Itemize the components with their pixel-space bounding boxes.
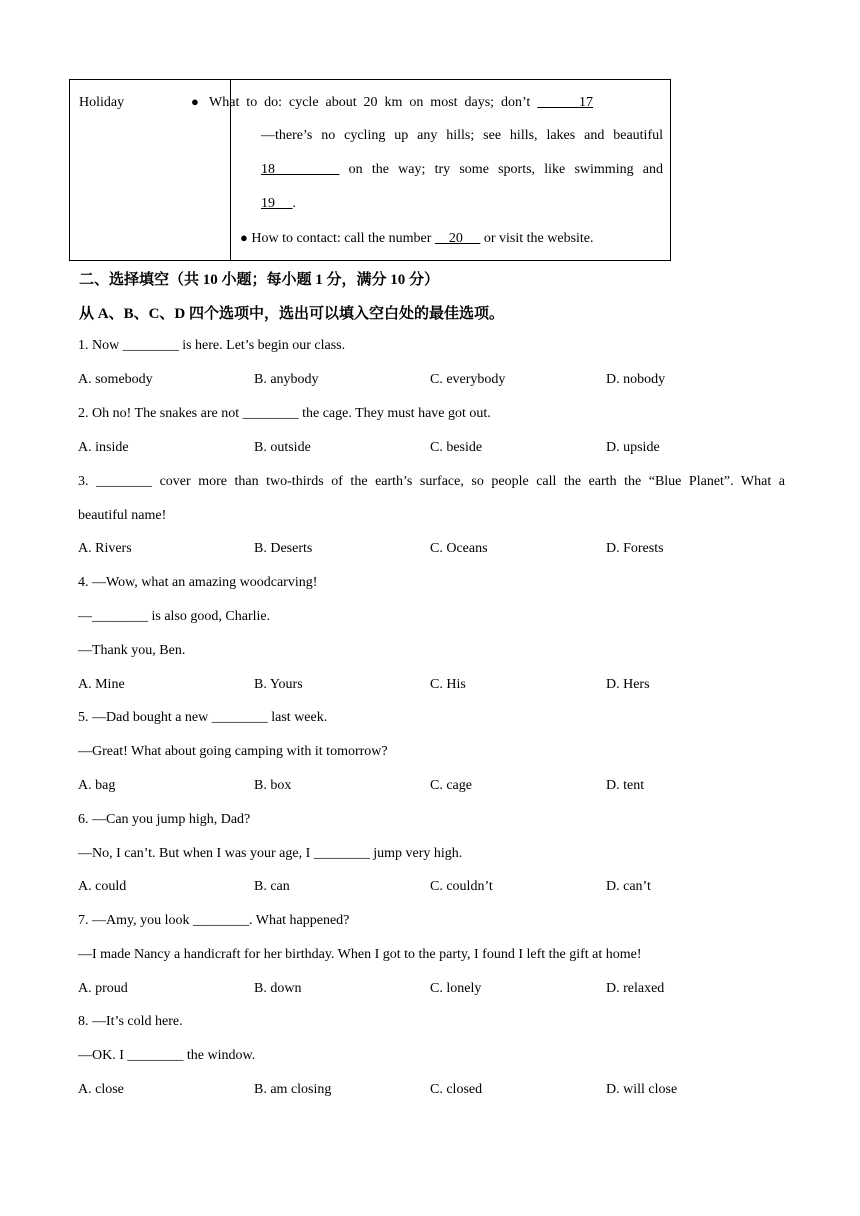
q6-option-d: D. can’t	[606, 879, 651, 894]
q2-option-a: A. inside	[78, 440, 129, 455]
q7-option-a: A. proud	[78, 981, 128, 996]
section-title: 二、选择填空（共 10 小题；每小题 1 分，满分 10 分）	[79, 272, 440, 288]
blank-20: 20	[434, 231, 481, 246]
q5-option-b: B. box	[254, 778, 292, 793]
what-to-do-line-1	[191, 94, 593, 111]
q1-option-a: A. somebody	[78, 372, 153, 387]
question-1: 1. Now ________ is here. Let’s begin our class.	[78, 338, 346, 353]
q2-option-b: B. outside	[254, 440, 311, 455]
q4-option-c: C. His	[430, 677, 466, 692]
question-8: 8. —It’s cold here.	[78, 1014, 183, 1029]
q7-option-d: D. relaxed	[606, 981, 665, 996]
q5-option-d: D. tent	[606, 778, 645, 793]
what-to-do-line-2	[261, 128, 663, 144]
q4-option-d: D. Hers	[606, 677, 650, 692]
what-to-do-line-4	[261, 196, 663, 212]
q6-option-c: C. couldn’t	[430, 879, 493, 894]
question-4: 4. —Wow, what an amazing woodcarving!	[78, 575, 318, 590]
blank-19: 19	[261, 196, 293, 211]
q5-option-c: C. cage	[430, 778, 472, 793]
line4-end: .	[292, 196, 296, 211]
question-8-line-2: —OK. I ________ the window.	[78, 1048, 256, 1063]
bullet-icon: ●	[240, 230, 248, 245]
question-5-line-2: —Great! What about going camping with it tomorrow?	[78, 744, 388, 759]
q4-option-a: A. Mine	[78, 677, 125, 692]
blank-17: 17	[537, 95, 594, 110]
q1-option-b: B. anybody	[254, 372, 319, 387]
q3-option-c: C. Oceans	[430, 541, 488, 556]
what-to-do-line-3	[261, 162, 663, 178]
question-4-line-2: —________ is also good, Charlie.	[78, 609, 271, 624]
what-to-do-text: What to do: cycle about 20 km on most days; don’t	[209, 95, 531, 110]
question-5: 5. —Dad bought a new ________ last week.	[78, 710, 328, 725]
q3-option-a: A. Rivers	[78, 541, 132, 556]
q2-option-d: D. upside	[606, 440, 660, 455]
question-7: 7. —Amy, you look ________. What happened?	[78, 913, 350, 928]
how-to-contact-line	[240, 230, 670, 247]
q7-option-c: C. lonely	[430, 981, 482, 996]
question-7-line-2: —I made Nancy a handicraft for her birthday. When I got to the party, I found I left the gift at home!	[78, 947, 642, 962]
q7-option-b: B. down	[254, 981, 302, 996]
q6-option-b: B. can	[254, 879, 290, 894]
bullet-icon: ●	[191, 94, 203, 109]
section-instruction: 从 A、B、C、D 四个选项中，选出可以填入空白处的最佳选项。	[79, 306, 505, 322]
q1-option-d: D. nobody	[606, 372, 666, 387]
question-4-line-3: —Thank you, Ben.	[78, 643, 186, 658]
q4-option-b: B. Yours	[254, 677, 303, 692]
question-2: 2. Oh no! The snakes are not ________ the cage. They must have got out.	[78, 406, 491, 421]
contact-suffix: or visit the website.	[480, 231, 594, 246]
question-3: 3. ________ cover more than two-thirds of the earth’s surface, so people call the earth the “Blue Planet”. What a	[78, 474, 785, 489]
q8-option-c: C. closed	[430, 1082, 483, 1097]
what-to-do-text-3: on the way; try some sports, like swimming and	[339, 162, 664, 177]
question-3-cont: beautiful name!	[78, 508, 167, 523]
question-6-line-2: —No, I can’t. But when I was your age, I ________ jump very high.	[78, 846, 463, 861]
table-row-label: Holiday	[79, 95, 125, 110]
q6-option-a: A. could	[78, 879, 127, 894]
question-6: 6. —Can you jump high, Dad?	[78, 812, 251, 827]
q8-option-d: D. will close	[606, 1082, 678, 1097]
q3-option-b: B. Deserts	[254, 541, 313, 556]
q8-option-b: B. am closing	[254, 1082, 332, 1097]
q5-option-a: A. bag	[78, 778, 116, 793]
what-to-do-text-2: —there’s no cycling up any hills; see hills, lakes and beautiful	[261, 128, 663, 143]
q2-option-c: C. beside	[430, 440, 483, 455]
blank-18: 18	[261, 162, 340, 177]
q1-option-c: C. everybody	[430, 372, 506, 387]
contact-text: How to contact: call the number	[251, 231, 435, 246]
q3-option-d: D. Forests	[606, 541, 664, 556]
q8-option-a: A. close	[78, 1082, 124, 1097]
